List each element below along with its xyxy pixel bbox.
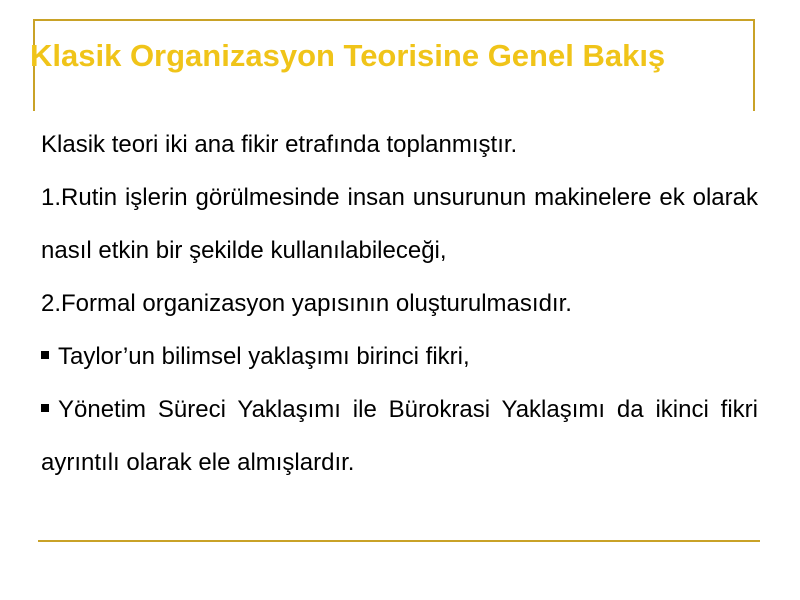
intro-paragraph xyxy=(41,118,758,171)
bullet-item-1 xyxy=(41,330,758,383)
bullet-item-2 xyxy=(41,383,758,489)
slide-body xyxy=(41,118,758,489)
intro-text: Klasik teori iki ana fikir etrafında toplanmıştır. xyxy=(41,131,518,158)
slide-title: Klasik Organizasyon Teorisine Genel Bakış xyxy=(30,38,666,73)
bullet-item-2-text: Yönetim Süreci Yaklaşımı ile Bürokrasi Yaklaşımı da ikinci fikri ayrıntılı olarak ele almışlardır. xyxy=(41,396,758,476)
bottom-divider xyxy=(38,540,760,542)
title-frame-top-rule xyxy=(33,19,755,21)
square-bullet-icon xyxy=(41,351,49,359)
bullet-item-1-text: Taylor’un bilimsel yaklaşımı birinci fikri, xyxy=(58,343,470,370)
numbered-item-2-text: 2.Formal organizasyon yapısının oluşturulmasıdır. xyxy=(41,290,572,317)
numbered-item-2 xyxy=(41,277,758,330)
numbered-item-1 xyxy=(41,171,758,277)
square-bullet-icon xyxy=(41,404,49,412)
numbered-item-1-text: 1.Rutin işlerin görülmesinde insan unsurunun makinelere ek olarak nasıl etkin bir şekilde kullanılabileceği, xyxy=(41,184,758,264)
